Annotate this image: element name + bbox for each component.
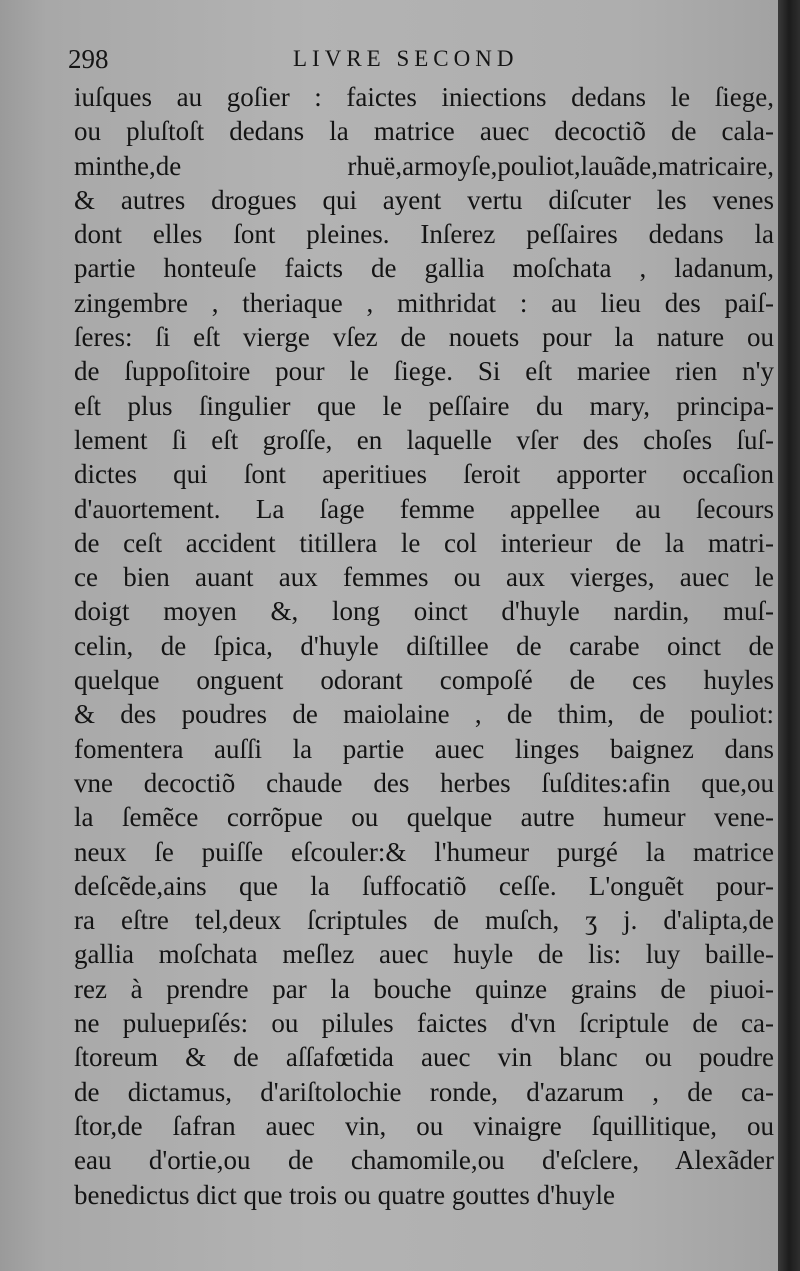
page-header xyxy=(68,40,668,80)
text-line: dictes qui ſont aperitiues ſeroit apporter occaſion xyxy=(74,459,774,490)
text-line: eau d'ortie,ou de chamomile,ou d'eſclere, Alexãder xyxy=(74,1145,774,1176)
text-line: ſtoreum & de aſſafœtida auec vin blanc ou poudre xyxy=(74,1042,774,1073)
text-line: minthe,de rhuë,armoyſe,pouliot,lauãde,matricaire, xyxy=(74,150,774,181)
text-line: doigt moyen &, long oinct d'huyle nardin, muſ- xyxy=(74,596,774,627)
text-line: eſt plus ſingulier que le peſſaire du mary, principa- xyxy=(74,390,774,421)
text-line: & des poudres de maiolaine , de thim, de pouliot: xyxy=(74,699,774,730)
text-line: ne puluериſés: ou pilules faictes d'vn ſcriptule de ca- xyxy=(74,1008,774,1039)
text-line: lement ſi eſt groſſe, en laquelle vſer des choſes ſuſ- xyxy=(74,424,774,455)
book-gutter xyxy=(778,0,800,1271)
text-line: & autres drogues qui ayent vertu diſcuter les venes xyxy=(74,184,774,215)
text-line: ou pluſtoſt dedans la matrice auec decoctiõ de cala- xyxy=(74,116,774,147)
text-line: de dictamus, d'ariſtolochie ronde, d'azarum , de ca- xyxy=(74,1076,774,1107)
text-line: gallia moſchata meſlez auec huyle de lis: luy baille- xyxy=(74,939,774,970)
running-title: LIVRE SECOND xyxy=(293,46,519,71)
text-line: partie honteuſe faicts de gallia moſchata , ladanum, xyxy=(74,253,774,284)
text-line: benedictus dict que trois ou quatre gouttes d'huyle xyxy=(74,1179,615,1210)
text-line: iuſques au goſier : faictes iniections dedans le ſiege, xyxy=(74,82,774,112)
text-line: ce bien auant aux femmes ou aux vierges, auec le xyxy=(74,562,774,593)
text-line: vne decoctiõ chaude des herbes ſuſdites:afin que,ou xyxy=(74,767,774,798)
text-line: rez à prendre par la bouche quinze grains de piuoi- xyxy=(74,973,774,1004)
page-number: 298 xyxy=(68,44,109,74)
body-text xyxy=(74,80,774,1212)
text-line: la ſemẽce corrõpue ou quelque autre humeur vene- xyxy=(74,802,774,833)
text-line: deſcẽde,ains que la ſuffocatiõ ceſſe. L'onguẽt pour- xyxy=(74,870,774,901)
text-line: d'auortement. La ſage femme appellee au ſecours xyxy=(74,493,774,524)
text-line: neux ſe puiſſe eſcouler:& l'humeur purgé la matrice xyxy=(74,836,774,867)
text-line: celin, de ſpica, d'huyle diſtillee de carabe oinct de xyxy=(74,630,774,661)
text-line: ſtor,de ſafran auec vin, ou vinaigre ſquillitique, ou xyxy=(74,1110,774,1141)
text-line: de ſuppoſitoire pour le ſiege. Si eſt mariee rien n'y xyxy=(74,356,774,387)
text-line: ra eſtre tel,deux ſcriptules de muſch, ʒ j. d'alipta,de xyxy=(74,905,774,936)
text-line: zingembre , theriaque , mithridat : au lieu des paiſ- xyxy=(74,287,774,318)
text-line: de ceſt accident titillera le col interieur de la matri- xyxy=(74,527,774,558)
text-line: quelque onguent odorant compoſé de ces huyles xyxy=(74,665,774,696)
text-line: fomentera auſſi la partie auec linges baignez dans xyxy=(74,733,774,764)
text-line: dont elles ſont pleines. Inſerez peſſaires dedans la xyxy=(74,219,774,250)
text-line: ſeres: ſi eſt vierge vſez de nouets pour la nature ou xyxy=(74,322,774,353)
